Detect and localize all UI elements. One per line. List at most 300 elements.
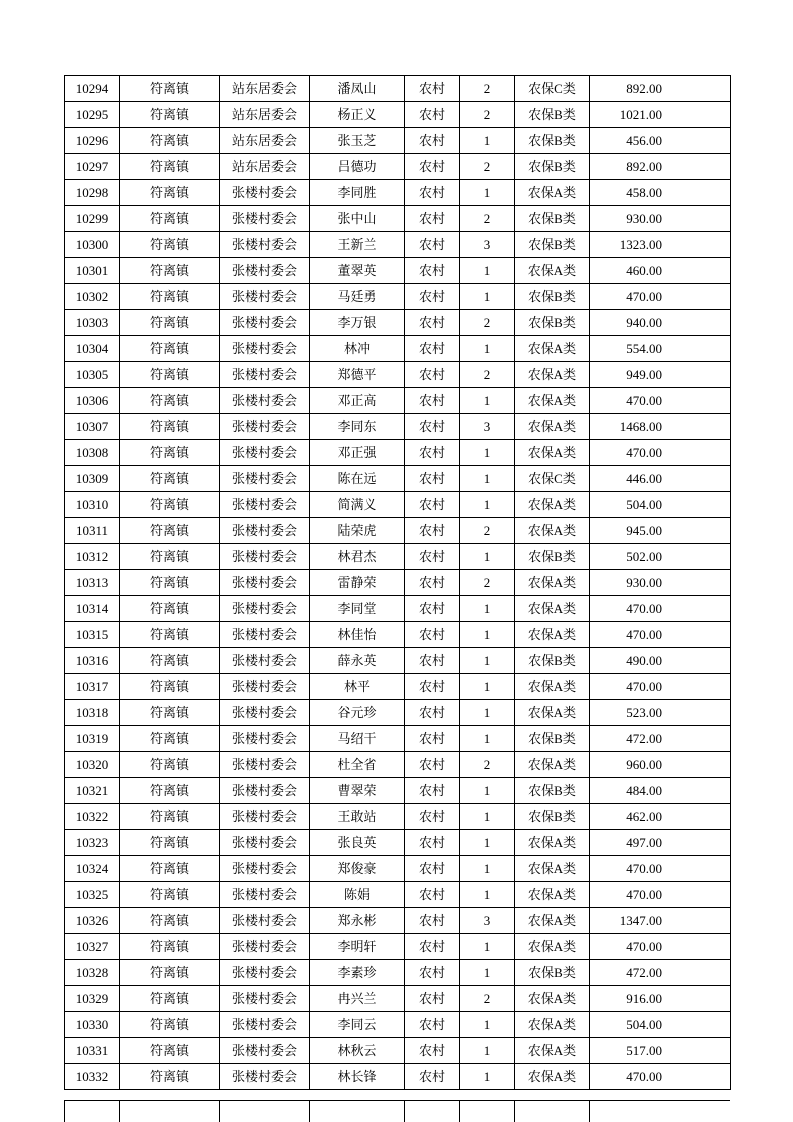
table-row bbox=[65, 544, 731, 570]
cell-count: 1 bbox=[460, 544, 515, 570]
cell-residence: 农村 bbox=[405, 778, 460, 804]
cell-count: 1 bbox=[460, 778, 515, 804]
cell-residence: 农村 bbox=[405, 544, 460, 570]
cell-town: 符离镇 bbox=[120, 986, 220, 1012]
cell-count: 1 bbox=[460, 284, 515, 310]
cell-committee: 张楼村委会 bbox=[220, 726, 310, 752]
cell-residence: 农村 bbox=[405, 76, 460, 102]
cell-town: 符离镇 bbox=[120, 830, 220, 856]
cell-amount: 472.00 bbox=[590, 726, 731, 752]
cell-id: 10309 bbox=[65, 466, 120, 492]
cell-category: 农保B类 bbox=[515, 960, 590, 986]
table-row bbox=[65, 76, 731, 102]
cell-category: 农保B类 bbox=[515, 102, 590, 128]
cell-residence: 农村 bbox=[405, 154, 460, 180]
cell-residence: 农村 bbox=[405, 258, 460, 284]
cell-count: 1 bbox=[460, 440, 515, 466]
cell-name: 李明轩 bbox=[310, 934, 405, 960]
table-row bbox=[65, 726, 731, 752]
table-row bbox=[65, 882, 731, 908]
cell-town: 符离镇 bbox=[120, 570, 220, 596]
cell-town: 符离镇 bbox=[120, 648, 220, 674]
cell-id: 10315 bbox=[65, 622, 120, 648]
cell-count: 2 bbox=[460, 362, 515, 388]
cell-amount: 470.00 bbox=[590, 934, 731, 960]
cell-town: 符离镇 bbox=[120, 232, 220, 258]
cell-residence: 农村 bbox=[405, 856, 460, 882]
cell-residence: 农村 bbox=[405, 440, 460, 466]
cell-name: 董翠英 bbox=[310, 258, 405, 284]
cell-count: 2 bbox=[460, 570, 515, 596]
table-row bbox=[65, 596, 731, 622]
cell-town: 符离镇 bbox=[120, 934, 220, 960]
cell-amount: 930.00 bbox=[590, 570, 731, 596]
cell-category: 农保B类 bbox=[515, 154, 590, 180]
table-row bbox=[65, 492, 731, 518]
cell-category: 农保B类 bbox=[515, 804, 590, 830]
cell-id: 10300 bbox=[65, 232, 120, 258]
cell-count: 1 bbox=[460, 466, 515, 492]
cell-town: 符离镇 bbox=[120, 1064, 220, 1090]
cell-count: 2 bbox=[460, 310, 515, 336]
partial-cell-name bbox=[310, 1101, 405, 1122]
cell-amount: 470.00 bbox=[590, 674, 731, 700]
cell-category: 农保A类 bbox=[515, 1064, 590, 1090]
cell-id: 10310 bbox=[65, 492, 120, 518]
cell-id: 10303 bbox=[65, 310, 120, 336]
cell-name: 张良英 bbox=[310, 830, 405, 856]
table-row bbox=[65, 986, 731, 1012]
cell-town: 符离镇 bbox=[120, 466, 220, 492]
cell-residence: 农村 bbox=[405, 518, 460, 544]
cell-town: 符离镇 bbox=[120, 960, 220, 986]
table-row bbox=[65, 1038, 731, 1064]
cell-name: 冉兴兰 bbox=[310, 986, 405, 1012]
cell-town: 符离镇 bbox=[120, 336, 220, 362]
cell-id: 10314 bbox=[65, 596, 120, 622]
table-row bbox=[65, 362, 731, 388]
cell-name: 林君杰 bbox=[310, 544, 405, 570]
cell-committee: 张楼村委会 bbox=[220, 752, 310, 778]
cell-amount: 1347.00 bbox=[590, 908, 731, 934]
cell-id: 10305 bbox=[65, 362, 120, 388]
cell-name: 谷元珍 bbox=[310, 700, 405, 726]
cell-amount: 470.00 bbox=[590, 856, 731, 882]
table-row bbox=[65, 830, 731, 856]
cell-id: 10295 bbox=[65, 102, 120, 128]
cell-amount: 472.00 bbox=[590, 960, 731, 986]
cell-category: 农保A类 bbox=[515, 830, 590, 856]
cell-id: 10320 bbox=[65, 752, 120, 778]
cell-town: 符离镇 bbox=[120, 752, 220, 778]
cell-committee: 张楼村委会 bbox=[220, 544, 310, 570]
cell-committee: 张楼村委会 bbox=[220, 648, 310, 674]
cell-town: 符离镇 bbox=[120, 622, 220, 648]
table-row bbox=[65, 960, 731, 986]
cell-id: 10294 bbox=[65, 76, 120, 102]
cell-name: 郑永彬 bbox=[310, 908, 405, 934]
cell-id: 10323 bbox=[65, 830, 120, 856]
cell-residence: 农村 bbox=[405, 232, 460, 258]
cell-residence: 农村 bbox=[405, 622, 460, 648]
cell-id: 10322 bbox=[65, 804, 120, 830]
table-row bbox=[65, 700, 731, 726]
cell-count: 1 bbox=[460, 700, 515, 726]
cell-name: 简满义 bbox=[310, 492, 405, 518]
cell-name: 李素珍 bbox=[310, 960, 405, 986]
cell-committee: 张楼村委会 bbox=[220, 1012, 310, 1038]
cell-count: 1 bbox=[460, 1012, 515, 1038]
table-row bbox=[65, 232, 731, 258]
cell-count: 1 bbox=[460, 180, 515, 206]
cell-category: 农保A类 bbox=[515, 570, 590, 596]
table-row bbox=[65, 752, 731, 778]
cell-id: 10325 bbox=[65, 882, 120, 908]
cell-amount: 470.00 bbox=[590, 622, 731, 648]
cell-category: 农保A类 bbox=[515, 1038, 590, 1064]
cell-name: 李同胜 bbox=[310, 180, 405, 206]
cell-id: 10296 bbox=[65, 128, 120, 154]
cell-amount: 554.00 bbox=[590, 336, 731, 362]
cell-name: 张中山 bbox=[310, 206, 405, 232]
cell-town: 符离镇 bbox=[120, 1012, 220, 1038]
cell-town: 符离镇 bbox=[120, 414, 220, 440]
cell-id: 10308 bbox=[65, 440, 120, 466]
cell-name: 林佳怡 bbox=[310, 622, 405, 648]
cell-count: 1 bbox=[460, 648, 515, 674]
cell-category: 农保A类 bbox=[515, 492, 590, 518]
partial-cell-category bbox=[515, 1101, 590, 1122]
cell-category: 农保A类 bbox=[515, 1012, 590, 1038]
table-row bbox=[65, 570, 731, 596]
table-row bbox=[65, 258, 731, 284]
cell-count: 3 bbox=[460, 908, 515, 934]
cell-name: 王新兰 bbox=[310, 232, 405, 258]
cell-count: 1 bbox=[460, 336, 515, 362]
cell-town: 符离镇 bbox=[120, 700, 220, 726]
cell-id: 10304 bbox=[65, 336, 120, 362]
cell-town: 符离镇 bbox=[120, 76, 220, 102]
cell-residence: 农村 bbox=[405, 414, 460, 440]
cell-town: 符离镇 bbox=[120, 804, 220, 830]
cell-count: 3 bbox=[460, 232, 515, 258]
cell-residence: 农村 bbox=[405, 830, 460, 856]
cell-count: 2 bbox=[460, 752, 515, 778]
cell-town: 符离镇 bbox=[120, 544, 220, 570]
cell-name: 邓正强 bbox=[310, 440, 405, 466]
cell-category: 农保A类 bbox=[515, 518, 590, 544]
cell-committee: 张楼村委会 bbox=[220, 258, 310, 284]
benefits-table bbox=[64, 75, 731, 1090]
cell-category: 农保A类 bbox=[515, 752, 590, 778]
partial-cell-count bbox=[460, 1101, 515, 1122]
cell-id: 10316 bbox=[65, 648, 120, 674]
table-row bbox=[65, 934, 731, 960]
cell-amount: 504.00 bbox=[590, 1012, 731, 1038]
cell-town: 符离镇 bbox=[120, 310, 220, 336]
cell-committee: 张楼村委会 bbox=[220, 310, 310, 336]
cell-id: 10306 bbox=[65, 388, 120, 414]
cell-town: 符离镇 bbox=[120, 102, 220, 128]
table-row bbox=[65, 674, 731, 700]
table-row bbox=[65, 388, 731, 414]
table-row-partial bbox=[65, 1101, 731, 1122]
cell-residence: 农村 bbox=[405, 1038, 460, 1064]
table-row bbox=[65, 778, 731, 804]
cell-name: 马廷勇 bbox=[310, 284, 405, 310]
cell-count: 1 bbox=[460, 726, 515, 752]
cell-amount: 916.00 bbox=[590, 986, 731, 1012]
table-row bbox=[65, 622, 731, 648]
table-row bbox=[65, 648, 731, 674]
cell-residence: 农村 bbox=[405, 726, 460, 752]
cell-amount: 456.00 bbox=[590, 128, 731, 154]
cell-count: 1 bbox=[460, 128, 515, 154]
cell-category: 农保A类 bbox=[515, 336, 590, 362]
table-row bbox=[65, 154, 731, 180]
cell-count: 2 bbox=[460, 518, 515, 544]
cell-amount: 949.00 bbox=[590, 362, 731, 388]
cell-id: 10302 bbox=[65, 284, 120, 310]
cell-category: 农保A类 bbox=[515, 700, 590, 726]
cell-committee: 站东居委会 bbox=[220, 154, 310, 180]
cell-name: 陈娟 bbox=[310, 882, 405, 908]
cell-amount: 484.00 bbox=[590, 778, 731, 804]
cell-town: 符离镇 bbox=[120, 154, 220, 180]
cell-committee: 张楼村委会 bbox=[220, 596, 310, 622]
cell-town: 符离镇 bbox=[120, 180, 220, 206]
cell-category: 农保C类 bbox=[515, 76, 590, 102]
cell-amount: 1468.00 bbox=[590, 414, 731, 440]
partial-cell-town bbox=[120, 1101, 220, 1122]
cell-residence: 农村 bbox=[405, 362, 460, 388]
cell-committee: 张楼村委会 bbox=[220, 466, 310, 492]
cell-amount: 1021.00 bbox=[590, 102, 731, 128]
cell-count: 1 bbox=[460, 856, 515, 882]
cell-town: 符离镇 bbox=[120, 908, 220, 934]
table-row bbox=[65, 804, 731, 830]
cell-count: 3 bbox=[460, 414, 515, 440]
cell-town: 符离镇 bbox=[120, 388, 220, 414]
cell-id: 10298 bbox=[65, 180, 120, 206]
cell-count: 2 bbox=[460, 76, 515, 102]
cell-id: 10321 bbox=[65, 778, 120, 804]
cell-count: 1 bbox=[460, 804, 515, 830]
cell-id: 10299 bbox=[65, 206, 120, 232]
cell-committee: 张楼村委会 bbox=[220, 336, 310, 362]
cell-count: 1 bbox=[460, 674, 515, 700]
table-row bbox=[65, 128, 731, 154]
cell-name: 林冲 bbox=[310, 336, 405, 362]
cell-name: 杜全省 bbox=[310, 752, 405, 778]
cell-name: 李同堂 bbox=[310, 596, 405, 622]
cell-residence: 农村 bbox=[405, 284, 460, 310]
cell-residence: 农村 bbox=[405, 934, 460, 960]
cell-residence: 农村 bbox=[405, 102, 460, 128]
cell-name: 薛永英 bbox=[310, 648, 405, 674]
cell-name: 雷静荣 bbox=[310, 570, 405, 596]
cell-committee: 张楼村委会 bbox=[220, 674, 310, 700]
cell-category: 农保A类 bbox=[515, 414, 590, 440]
cell-count: 1 bbox=[460, 1038, 515, 1064]
cell-id: 10331 bbox=[65, 1038, 120, 1064]
cell-committee: 张楼村委会 bbox=[220, 908, 310, 934]
cell-committee: 张楼村委会 bbox=[220, 414, 310, 440]
cell-category: 农保A类 bbox=[515, 856, 590, 882]
cell-count: 1 bbox=[460, 882, 515, 908]
cell-name: 李同东 bbox=[310, 414, 405, 440]
partial-cell-residence bbox=[405, 1101, 460, 1122]
cell-committee: 张楼村委会 bbox=[220, 830, 310, 856]
table-row bbox=[65, 1012, 731, 1038]
cell-category: 农保A类 bbox=[515, 596, 590, 622]
cell-amount: 1323.00 bbox=[590, 232, 731, 258]
cell-count: 2 bbox=[460, 154, 515, 180]
cell-category: 农保A类 bbox=[515, 362, 590, 388]
cell-category: 农保B类 bbox=[515, 128, 590, 154]
cell-category: 农保A类 bbox=[515, 258, 590, 284]
cell-count: 1 bbox=[460, 596, 515, 622]
table-row bbox=[65, 466, 731, 492]
cell-id: 10307 bbox=[65, 414, 120, 440]
cell-residence: 农村 bbox=[405, 310, 460, 336]
table-row bbox=[65, 440, 731, 466]
cell-count: 2 bbox=[460, 206, 515, 232]
cell-count: 1 bbox=[460, 622, 515, 648]
cell-category: 农保A类 bbox=[515, 440, 590, 466]
cell-residence: 农村 bbox=[405, 1064, 460, 1090]
cell-amount: 462.00 bbox=[590, 804, 731, 830]
cell-amount: 960.00 bbox=[590, 752, 731, 778]
cell-committee: 张楼村委会 bbox=[220, 180, 310, 206]
cell-category: 农保A类 bbox=[515, 388, 590, 414]
cell-residence: 农村 bbox=[405, 960, 460, 986]
table-row bbox=[65, 180, 731, 206]
cell-town: 符离镇 bbox=[120, 1038, 220, 1064]
cell-count: 1 bbox=[460, 258, 515, 284]
cell-name: 李同云 bbox=[310, 1012, 405, 1038]
cell-category: 农保C类 bbox=[515, 466, 590, 492]
next-page-row-table bbox=[64, 1100, 730, 1122]
cell-committee: 张楼村委会 bbox=[220, 778, 310, 804]
cell-town: 符离镇 bbox=[120, 674, 220, 700]
cell-committee: 张楼村委会 bbox=[220, 804, 310, 830]
cell-residence: 农村 bbox=[405, 180, 460, 206]
table-row bbox=[65, 908, 731, 934]
cell-committee: 张楼村委会 bbox=[220, 284, 310, 310]
cell-count: 1 bbox=[460, 1064, 515, 1090]
cell-name: 郑德平 bbox=[310, 362, 405, 388]
cell-residence: 农村 bbox=[405, 336, 460, 362]
partial-cell-committee bbox=[220, 1101, 310, 1122]
cell-category: 农保B类 bbox=[515, 206, 590, 232]
cell-town: 符离镇 bbox=[120, 258, 220, 284]
cell-category: 农保B类 bbox=[515, 232, 590, 258]
cell-residence: 农村 bbox=[405, 492, 460, 518]
cell-committee: 张楼村委会 bbox=[220, 856, 310, 882]
cell-id: 10301 bbox=[65, 258, 120, 284]
cell-town: 符离镇 bbox=[120, 128, 220, 154]
cell-id: 10312 bbox=[65, 544, 120, 570]
cell-committee: 张楼村委会 bbox=[220, 518, 310, 544]
cell-residence: 农村 bbox=[405, 674, 460, 700]
cell-amount: 892.00 bbox=[590, 76, 731, 102]
cell-amount: 446.00 bbox=[590, 466, 731, 492]
cell-category: 农保B类 bbox=[515, 284, 590, 310]
cell-count: 1 bbox=[460, 388, 515, 414]
cell-residence: 农村 bbox=[405, 128, 460, 154]
partial-cell-amount bbox=[590, 1101, 731, 1122]
table-row bbox=[65, 206, 731, 232]
cell-category: 农保A类 bbox=[515, 882, 590, 908]
cell-category: 农保B类 bbox=[515, 778, 590, 804]
cell-id: 10328 bbox=[65, 960, 120, 986]
cell-amount: 523.00 bbox=[590, 700, 731, 726]
cell-town: 符离镇 bbox=[120, 206, 220, 232]
cell-residence: 农村 bbox=[405, 388, 460, 414]
cell-name: 林长锋 bbox=[310, 1064, 405, 1090]
cell-count: 2 bbox=[460, 986, 515, 1012]
cell-category: 农保B类 bbox=[515, 726, 590, 752]
cell-name: 林秋云 bbox=[310, 1038, 405, 1064]
cell-name: 张玉芝 bbox=[310, 128, 405, 154]
cell-amount: 504.00 bbox=[590, 492, 731, 518]
table-row bbox=[65, 284, 731, 310]
table-row bbox=[65, 310, 731, 336]
cell-name: 林平 bbox=[310, 674, 405, 700]
table-row bbox=[65, 102, 731, 128]
cell-residence: 农村 bbox=[405, 700, 460, 726]
cell-amount: 940.00 bbox=[590, 310, 731, 336]
cell-id: 10297 bbox=[65, 154, 120, 180]
cell-count: 1 bbox=[460, 934, 515, 960]
cell-committee: 张楼村委会 bbox=[220, 362, 310, 388]
table-row bbox=[65, 518, 731, 544]
cell-name: 郑俊豪 bbox=[310, 856, 405, 882]
table-row bbox=[65, 1064, 731, 1090]
cell-name: 陆荣虎 bbox=[310, 518, 405, 544]
cell-id: 10326 bbox=[65, 908, 120, 934]
cell-amount: 470.00 bbox=[590, 882, 731, 908]
cell-amount: 497.00 bbox=[590, 830, 731, 856]
cell-residence: 农村 bbox=[405, 466, 460, 492]
cell-committee: 张楼村委会 bbox=[220, 206, 310, 232]
cell-id: 10327 bbox=[65, 934, 120, 960]
cell-committee: 张楼村委会 bbox=[220, 440, 310, 466]
cell-id: 10324 bbox=[65, 856, 120, 882]
cell-residence: 农村 bbox=[405, 752, 460, 778]
cell-residence: 农村 bbox=[405, 1012, 460, 1038]
cell-committee: 站东居委会 bbox=[220, 102, 310, 128]
cell-town: 符离镇 bbox=[120, 440, 220, 466]
cell-town: 符离镇 bbox=[120, 726, 220, 752]
cell-id: 10319 bbox=[65, 726, 120, 752]
cell-amount: 517.00 bbox=[590, 1038, 731, 1064]
cell-committee: 张楼村委会 bbox=[220, 1064, 310, 1090]
cell-amount: 930.00 bbox=[590, 206, 731, 232]
table-body bbox=[65, 76, 731, 1090]
cell-name: 李万银 bbox=[310, 310, 405, 336]
cell-name: 潘凤山 bbox=[310, 76, 405, 102]
cell-committee: 张楼村委会 bbox=[220, 986, 310, 1012]
cell-amount: 490.00 bbox=[590, 648, 731, 674]
cell-name: 王敢站 bbox=[310, 804, 405, 830]
cell-id: 10332 bbox=[65, 1064, 120, 1090]
cell-category: 农保A类 bbox=[515, 180, 590, 206]
cell-residence: 农村 bbox=[405, 882, 460, 908]
cell-amount: 470.00 bbox=[590, 440, 731, 466]
cell-amount: 470.00 bbox=[590, 1064, 731, 1090]
